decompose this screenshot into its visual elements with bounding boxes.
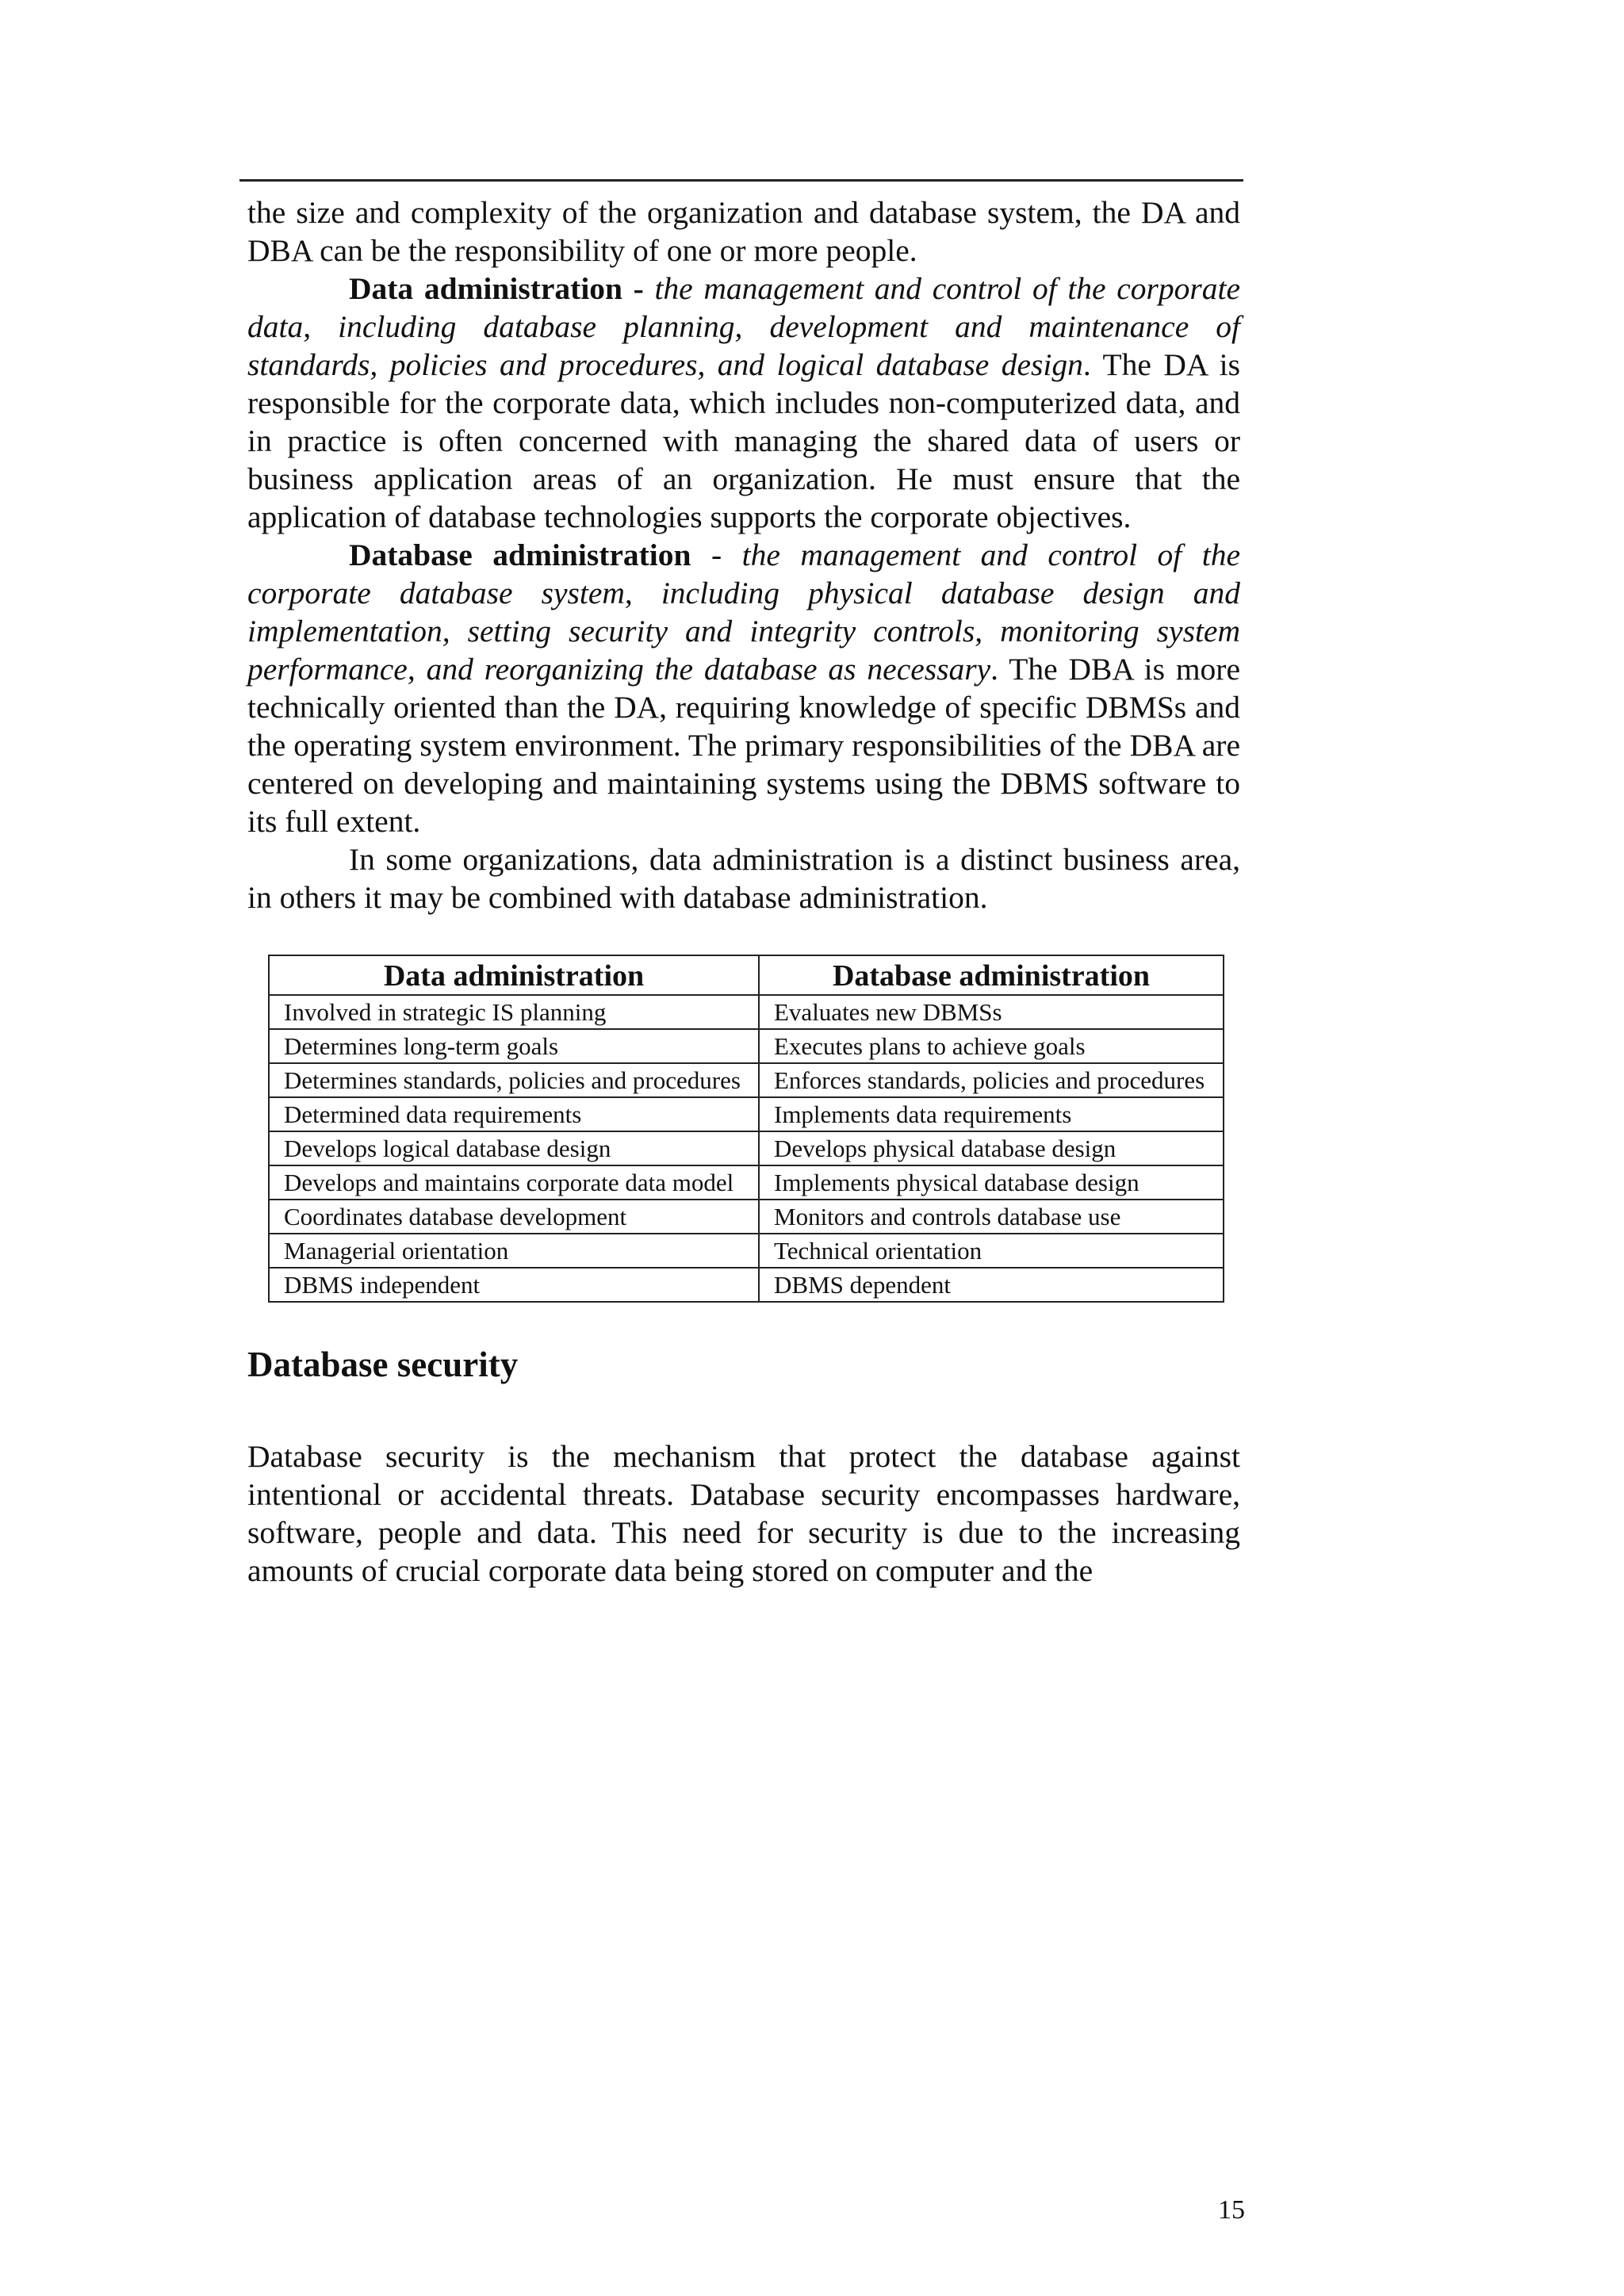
combined-paragraph: In some organizations, data administration is a distinct business area, in others it may be combined with database administration. [247, 842, 1240, 915]
table-cell: Develops logical database design [269, 1131, 759, 1165]
header-rule [239, 179, 1243, 182]
table-cell: Implements data requirements [759, 1097, 1224, 1131]
table-header-row [269, 955, 1224, 995]
table-cell: Coordinates database development [269, 1200, 759, 1234]
table-cell: Involved in strategic IS planning [269, 995, 759, 1029]
table-cell: Develops and maintains corporate data model [269, 1165, 759, 1200]
data-administration-definition: the management and control of the corporate data, including database planning, development and maintenance of standards, policies and procedures, and logical database design [247, 271, 1240, 382]
table-row [269, 1165, 1224, 1200]
database-administration-separator: - [691, 538, 742, 572]
table-row [269, 1131, 1224, 1165]
table-header-database-administration: Database administration [759, 955, 1224, 995]
table-row [269, 1234, 1224, 1268]
database-administration-term: Database administration [349, 538, 691, 572]
table-cell: Determined data requirements [269, 1097, 759, 1131]
table-cell: Technical orientation [759, 1234, 1224, 1268]
table-row [269, 1200, 1224, 1234]
data-administration-paragraph [247, 270, 1240, 536]
table-cell: Managerial orientation [269, 1234, 759, 1268]
database-administration-text: . The DBA is more technically oriented than the DA, requiring knowledge of specific DBMSs and the operating system environment. The primary responsibilities of the DBA are centered on developing and maintaining systems using the DBMS software to its full extent. [247, 652, 1240, 839]
table-row [269, 1063, 1224, 1097]
database-administration-definition: the management and control of the corporate database system, including physical database design and implementation, setting security and integrity controls, monitoring system performance, and reorganizing the database as necessary [247, 538, 1240, 687]
table-cell: Implements physical database design [759, 1165, 1224, 1200]
table-cell: Executes plans to achieve goals [759, 1029, 1224, 1063]
section-heading-database-security: Database security [247, 1345, 519, 1384]
table-row [269, 995, 1224, 1029]
database-administration-paragraph [247, 536, 1240, 840]
page-body [247, 193, 1240, 1590]
table-cell: Evaluates new DBMSs [759, 995, 1224, 1029]
table-row [269, 1268, 1224, 1302]
table-row [269, 1029, 1224, 1063]
data-administration-term: Data administration - [349, 271, 644, 306]
table-cell: Determines standards, policies and procedures [269, 1063, 759, 1097]
table-cell: DBMS dependent [759, 1268, 1224, 1302]
security-paragraph: Database security is the mechanism that protect the database against intentional or accidental threats. Database security encompasses hardware, software, people and data. This need for security is due to the increasing amounts of crucial corporate data being stored on computer and the [247, 1439, 1240, 1588]
table-cell: Determines long-term goals [269, 1029, 759, 1063]
page-number: 15 [1218, 2195, 1245, 2225]
table-cell: Monitors and controls database use [759, 1200, 1224, 1234]
comparison-table [268, 955, 1224, 1303]
table-cell: Develops physical database design [759, 1131, 1224, 1165]
data-administration-text: . The DA is responsible for the corporate data, which includes non-computerized data, and in practice is often concerned with managing the shared data of users or business application areas of an organization. He must ensure that the application of database technologies supports the corporate objectives. [247, 347, 1240, 534]
table-header-data-administration: Data administration [269, 955, 759, 995]
table-row [269, 1097, 1224, 1131]
table-cell: Enforces standards, policies and procedures [759, 1063, 1224, 1097]
table-cell: DBMS independent [269, 1268, 759, 1302]
intro-continuation: the size and complexity of the organization and database system, the DA and DBA can be the responsibility of one or more people. [247, 195, 1240, 268]
